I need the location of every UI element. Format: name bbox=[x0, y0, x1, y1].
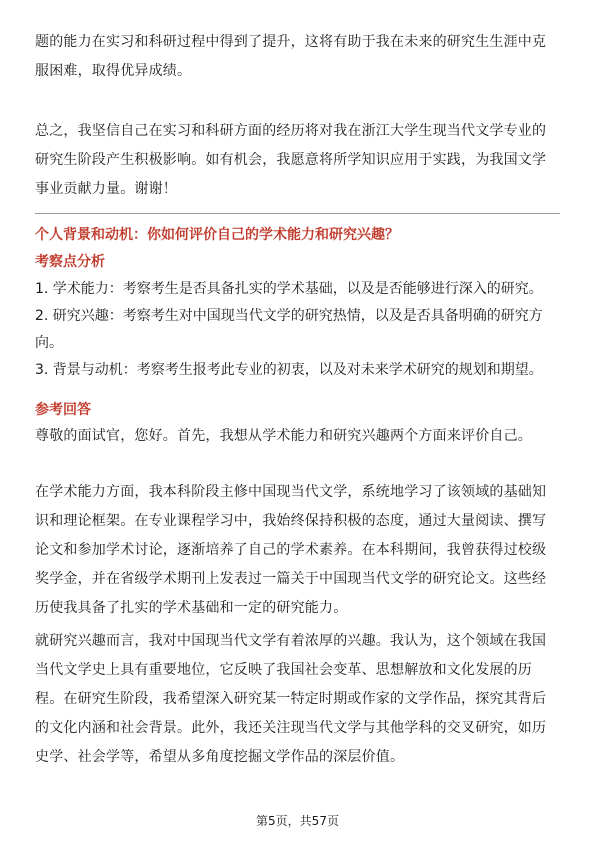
answer-heading: 参考回答 bbox=[35, 402, 91, 418]
analysis-heading: 考察点分析 bbox=[35, 254, 105, 270]
answer-ability-paragraph: 在学术能力方面，我本科阶段主修中国现当代文学，系统地学习了该领域的基础知识和理论框架。在专业课程学习中，我始终保持积极的态度，通过大量阅读、撰写论文和参加学术讨论，逐渐培养了自己的学术素养。在本科期间，我曾获得过校级奖学金，并在省级学术期刊上发表过一篇关于中国现当代文学的研究论文。这些经历使我具备了扎实的学术基础和一定的研究能力。 bbox=[35, 484, 547, 616]
question-heading: 个人背景和动机：你如何评价自己的学术能力和研究兴趣？ bbox=[35, 227, 399, 243]
analysis-item-1: 1. 学术能力：考察考生是否具备扎实的学术基础，以及是否能够进行深入的研究。 bbox=[35, 281, 543, 297]
section-divider bbox=[35, 213, 560, 214]
page-number: 第5页，共57页 bbox=[256, 814, 339, 828]
answer-intro: 尊敬的面试官，您好。首先，我想从学术能力和研究兴趣两个方面来评价自己。 bbox=[35, 428, 532, 444]
paragraph-summary: 总之，我坚信自己在实习和科研方面的经历将对我在浙江大学生现当代文学专业的研究生阶段产生积极影响。如有机会，我愿意将所学知识应用于实践，为我国文学事业贡献力量。谢谢！ bbox=[35, 123, 547, 197]
answer-interest-paragraph: 就研究兴趣而言，我对中国现当代文学有着浓厚的兴趣。我认为，这个领域在我国当代文学史上具有重要地位，它反映了我国社会变革、思想解放和文化发展的历程。在研究生阶段，我希望深入研究某一特定时期或作家的文学作品，探究其背后的文化内涵和社会背景。此外，我还关注现当代文学与其他学科的交叉研究，如历史学、社会学等，希望从多角度挖掘文学作品的深层价值。 bbox=[35, 633, 547, 765]
analysis-item-3: 3. 背景与动机：考察考生报考此专业的初衷，以及对未来学术研究的规划和期望。 bbox=[35, 362, 543, 378]
paragraph-continued: 题的能力在实习和科研过程中得到了提升，这将有助于我在未来的研究生生涯中克服困难，取得优异成绩。 bbox=[35, 34, 547, 79]
analysis-item-2: 2. 研究兴趣：考察考生对中国现当代文学的研究热情，以及是否具备明确的研究方向。 bbox=[35, 308, 543, 351]
